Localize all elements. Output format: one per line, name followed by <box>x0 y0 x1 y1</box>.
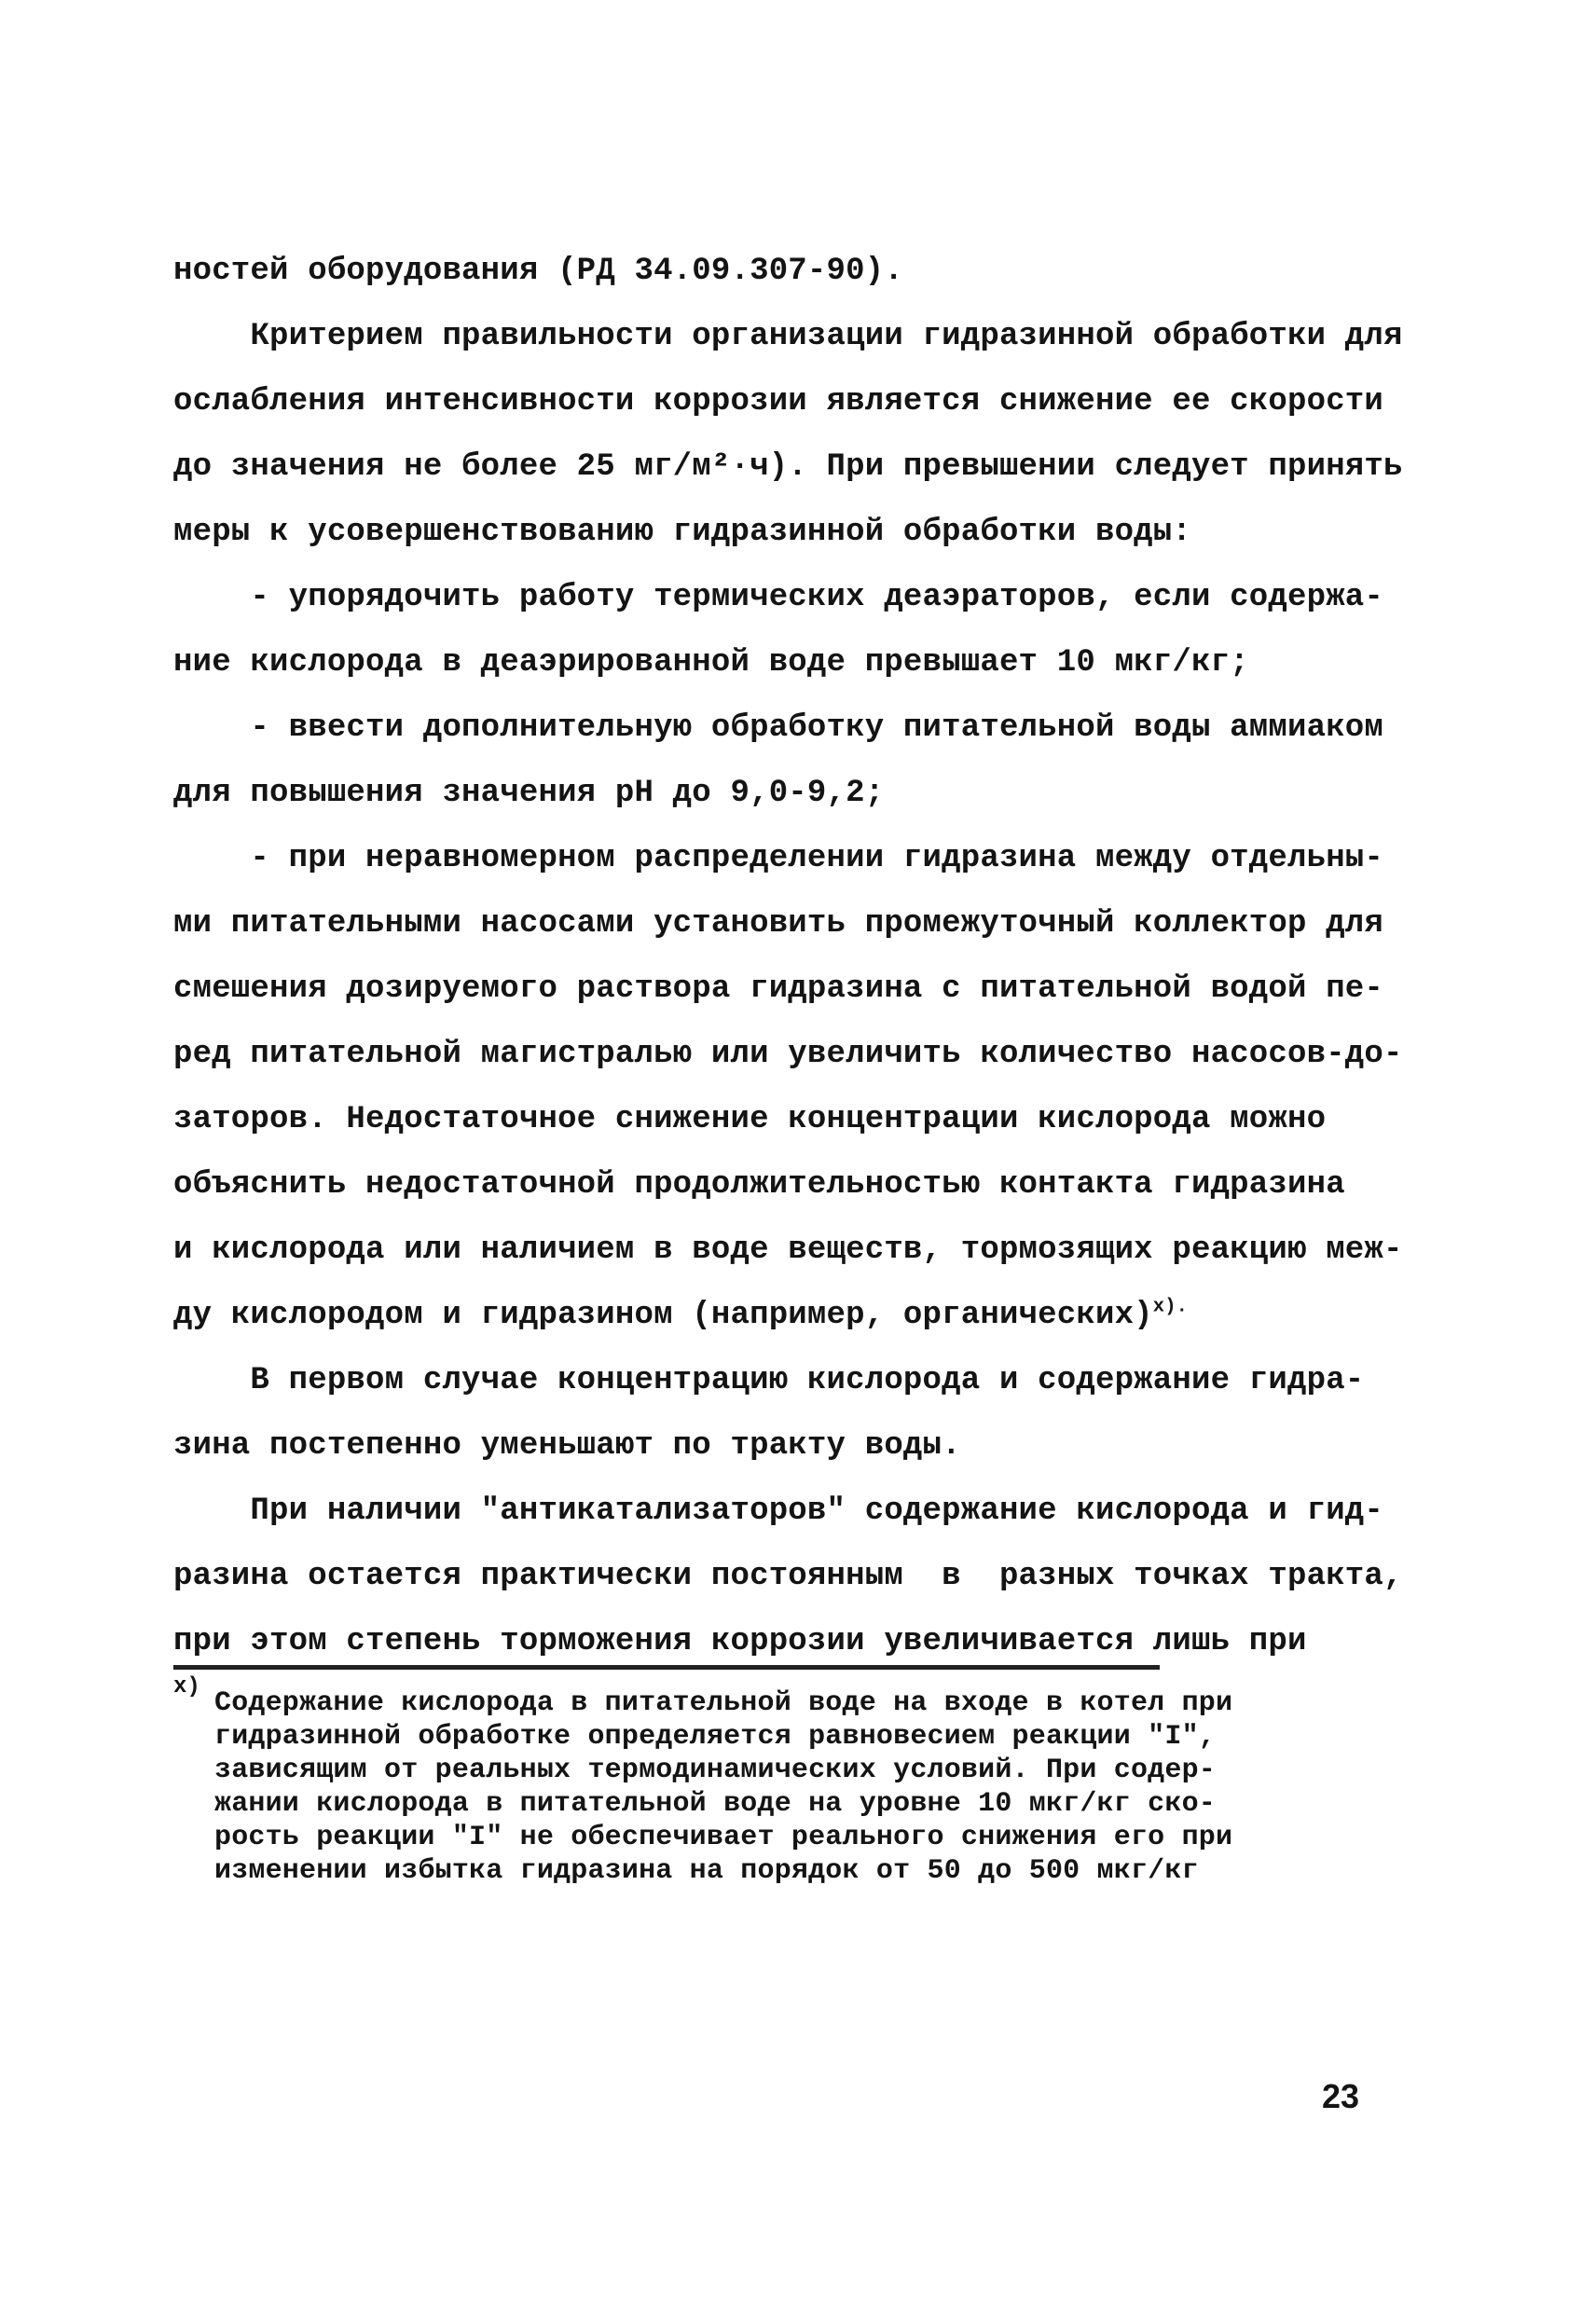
body-line-19: зина постепенно уменьшают по тракту воды. <box>173 1428 961 1464</box>
body-line-17-text: ду кислородом и гидразином (например, органических) <box>173 1298 1153 1333</box>
body-line-22: при этом степень торможения коррозии увеличивается лишь при <box>173 1624 1307 1659</box>
footnote-line-5: рость реакции "I" не обеспечивает реального снижения его при <box>214 1822 1233 1853</box>
body-line-17 <box>173 1296 1189 1333</box>
footnote-marker: x) <box>173 1674 200 1700</box>
footnote-line-4: жании кислорода в питательной воде на уровне 10 мкг/кг ско- <box>214 1788 1216 1820</box>
body-line-18: В первом случае концентрацию кислорода и содержание гидра- <box>173 1363 1365 1398</box>
body-line-2: Критерием правильности организации гидразинной обработки для <box>173 319 1403 354</box>
body-line-7: ние кислорода в деаэрированной воде превышает 10 мкг/кг; <box>173 645 1249 681</box>
body-line-13: ред питательной магистралью или увеличить количество насосов-до- <box>173 1037 1403 1072</box>
body-line-6: - упорядочить работу термических деаэраторов, если содержа- <box>173 580 1384 615</box>
body-line-10: - при неравномерном распределении гидразина между отдельны- <box>173 841 1384 876</box>
page-number: 23 <box>1322 2077 1360 2115</box>
body-line-3: ослабления интенсивности коррозии является снижение ее скорости <box>173 384 1384 420</box>
footnote-separator <box>173 1665 1160 1670</box>
body-line-15: объяснить недостаточной продолжительностью контакта гидразина <box>173 1167 1345 1203</box>
footnote-line-6: изменении избытка гидразина на порядок от 50 до 500 мкг/кг <box>214 1855 1199 1887</box>
body-line-20: При наличии "антикатализаторов" содержание кислорода и гид- <box>173 1493 1384 1529</box>
body-line-12: смешения дозируемого раствора гидразина с питательной водой пе- <box>173 971 1384 1007</box>
footnote-reference: x). <box>1152 1296 1189 1318</box>
body-line-1: ностей оборудования (РД 34.09.307-90). <box>173 254 903 289</box>
body-line-16: и кислорода или наличием в воде веществ, тормозящих реакцию меж- <box>173 1232 1403 1268</box>
footnote-line-3: зависящим от реальных термодинамических условий. При содер- <box>214 1755 1216 1786</box>
footnote-line-1: Содержание кислорода в питательной воде на входе в котел при <box>214 1687 1233 1719</box>
body-line-11: ми питательными насосами установить промежуточный коллектор для <box>173 906 1384 942</box>
body-line-4: до значения не более 25 мг/м²·ч). При превышении следует принять <box>173 449 1403 485</box>
body-line-5: меры к усовершенствованию гидразинной обработки воды: <box>173 515 1191 550</box>
body-line-14: заторов. Недостаточное снижение концентрации кислорода можно <box>173 1102 1327 1137</box>
body-line-8: - ввести дополнительную обработку питательной воды аммиаком <box>173 710 1384 746</box>
body-line-9: для повышения значения pH до 9,0-9,2; <box>173 776 885 811</box>
body-line-21: разина остается практически постоянным в разных точках тракта, <box>173 1559 1403 1594</box>
footnote-line-2: гидразинной обработке определяется равновесием реакции "I", <box>214 1721 1216 1753</box>
